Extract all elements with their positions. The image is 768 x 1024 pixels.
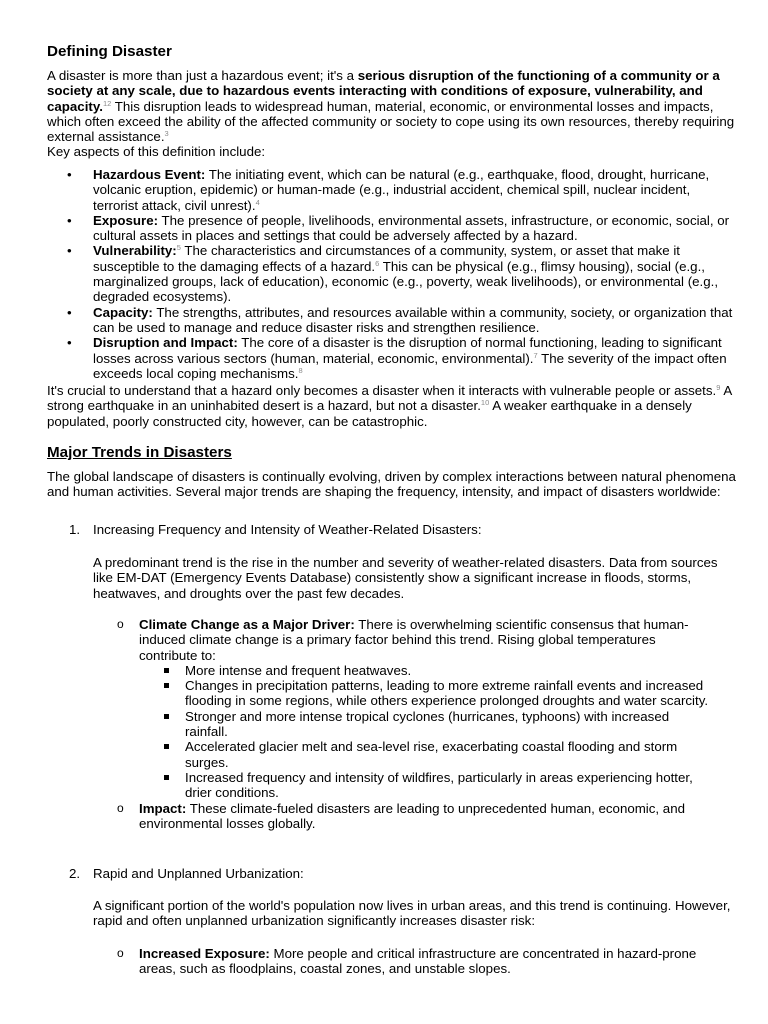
list-item-hazardous-event: • Hazardous Event: The initiating event, which can be natural (e.g., earthquake, flood, drought, hurricane, volcanic eruption, epidemic) or human-made (e.g., industrial accident, chemical spill, nuclear incident, terrorist attack, civil unrest).$^4$ (47, 167, 737, 213)
footnote-ref[interactable]: 9 (716, 383, 721, 392)
climate-effects-list (139, 663, 715, 801)
trend1-sublist (115, 617, 715, 831)
trend-heading-urbanization: Rapid and Unplanned Urbanization: (93, 866, 304, 881)
list-item-exposure: • Exposure: The presence of people, livelihoods, environmental assets, infrastructure, or economic, social, or cultural assets in places and settings that could be adversely affected by a hazard. (47, 213, 737, 244)
list-number: 2. (69, 866, 81, 881)
footnote-ref[interactable]: 6 (375, 258, 380, 268)
list-item-effect: Accelerated glacier melt and sea-level rise, exacerbating coastal flooding and storm surges. (139, 739, 715, 770)
list-item-effect: More intense and frequent heatwaves. (139, 663, 715, 678)
closing-paragraph: It's crucial to understand that a hazard only becomes a disaster when it interacts with vulnerable people or assets.$^9$ A strong earthquake in an uninhabited desert is a hazard, but not a disaster.$^{10}$ A weaker earthquake in a densely populated, poorly constructed city, however, can be catastrophic. (47, 383, 732, 429)
trend2-sublist (115, 946, 715, 977)
definition-aspects-list (47, 167, 737, 381)
section-heading-defining-disaster: Defining Disaster (47, 43, 172, 60)
footnote-ref[interactable]: 12 (102, 98, 112, 108)
list-item-capacity: • Capacity: The strengths, attributes, and resources available within a community, society, or organization that can be used to manage and reduce disaster risks and strengthen resilience. (47, 305, 737, 336)
list-item-effect: Increased frequency and intensity of wildfires, particularly in areas experiencing hotter, drier conditions. (139, 770, 715, 801)
list-number: 1. (69, 522, 81, 537)
footnote-ref[interactable]: 7 (533, 350, 538, 360)
list-item-climate-driver: o Climate Change as a Major Driver: There is overwhelming scientific consensus that human-induced climate change is a primary factor behind this trend. Rising global temperatures contribute to: More intense and frequent heatwaves. Changes in precipitation patterns, leading to more extreme rainfall events and increased flooding in some regions, while others experience prolonged droughts and water scarcity. Stronger and more intense tropical cyclones (hurricanes, typhoons) with increased rainfall. Accelerated glacier melt and sea-level rise, exacerbating coastal flooding and storm surges. Increased frequency and intensity of wildfires, particularly in areas experiencing hotter, drier conditions. (115, 617, 715, 801)
footnote-ref[interactable]: 4 (255, 197, 260, 207)
footnote-ref[interactable]: 5 (176, 243, 181, 253)
trend-paragraph-weather: A predominant trend is the rise in the number and severity of weather-related disasters. Data from sources like EM-DAT (Emergency Events Database) consistently show a significant increase in floods, storms, heatwaves, and droughts over the past few decades. (93, 555, 718, 601)
trend-heading-weather: Increasing Frequency and Intensity of Weather-Related Disasters: (93, 522, 482, 537)
list-item-increased-exposure: o Increased Exposure: More people and critical infrastructure are concentrated in hazard-prone areas, such as floodplains, coastal zones, and unstable slopes. (115, 946, 715, 977)
list-item-disruption-impact: • Disruption and Impact: The core of a disaster is the disruption of normal functioning, leading to significant losses across various sectors (human, material, economic, environmental).$^7$ The severity of the impact often exceeds local coping mechanisms.$^8$ (47, 335, 737, 381)
list-item-effect: Stronger and more intense tropical cyclones (hurricanes, typhoons) with increased rainfall. (139, 709, 715, 740)
list-item-vulnerability: • Vulnerability:$^5$ The characteristics and circumstances of a community, system, or asset that make it susceptible to the damaging effects of a hazard.$^6$ This can be physical (e.g., flimsy housing), social (e.g., marginalized groups, lack of education), economic (e.g., poverty, weak livelihoods), or environmental (e.g., degraded ecosystems). (47, 243, 737, 304)
list-item-impact: o Impact: These climate-fueled disasters are leading to unprecedented human, economic, and environmental losses globally. (115, 801, 715, 832)
section-heading-major-trends: Major Trends in Disasters (47, 444, 232, 461)
trend-paragraph-urbanization: A significant portion of the world's population now lives in urban areas, and this trend is continuing. However, rapid and often unplanned urbanization significantly increases disaster risk: (93, 898, 731, 929)
footnote-ref[interactable]: 8 (298, 365, 303, 375)
footnote-ref[interactable]: 3 (164, 129, 169, 139)
intro-paragraph: A disaster is more than just a hazardous event; it's a serious disruption of the functioning of a community or a society at any scale, due to hazardous events interacting with conditions of exposure, vulnerability, and capacity.$^{12}$ This disruption leads to widespread human, material, economic, or environmental losses and impacts, which often exceed the ability of the affected community or society to cope using its own resources, thereby requiring external assistance.$^3$ Key aspects of this definition include: (47, 68, 735, 160)
list-item-effect: Changes in precipitation patterns, leading to more extreme rainfall events and increased flooding in some regions, while others experience prolonged droughts and water scarcity. (139, 678, 715, 709)
key-aspects-text: Key aspects of this definition include: (47, 144, 266, 160)
trends-intro-paragraph: The global landscape of disasters is continually evolving, driven by complex interactions between natural phenomena and human activities. Several major trends are shaping the frequency, intensity, and impact of disasters worldwide: (47, 469, 736, 500)
footnote-ref[interactable]: 10 (480, 398, 490, 408)
